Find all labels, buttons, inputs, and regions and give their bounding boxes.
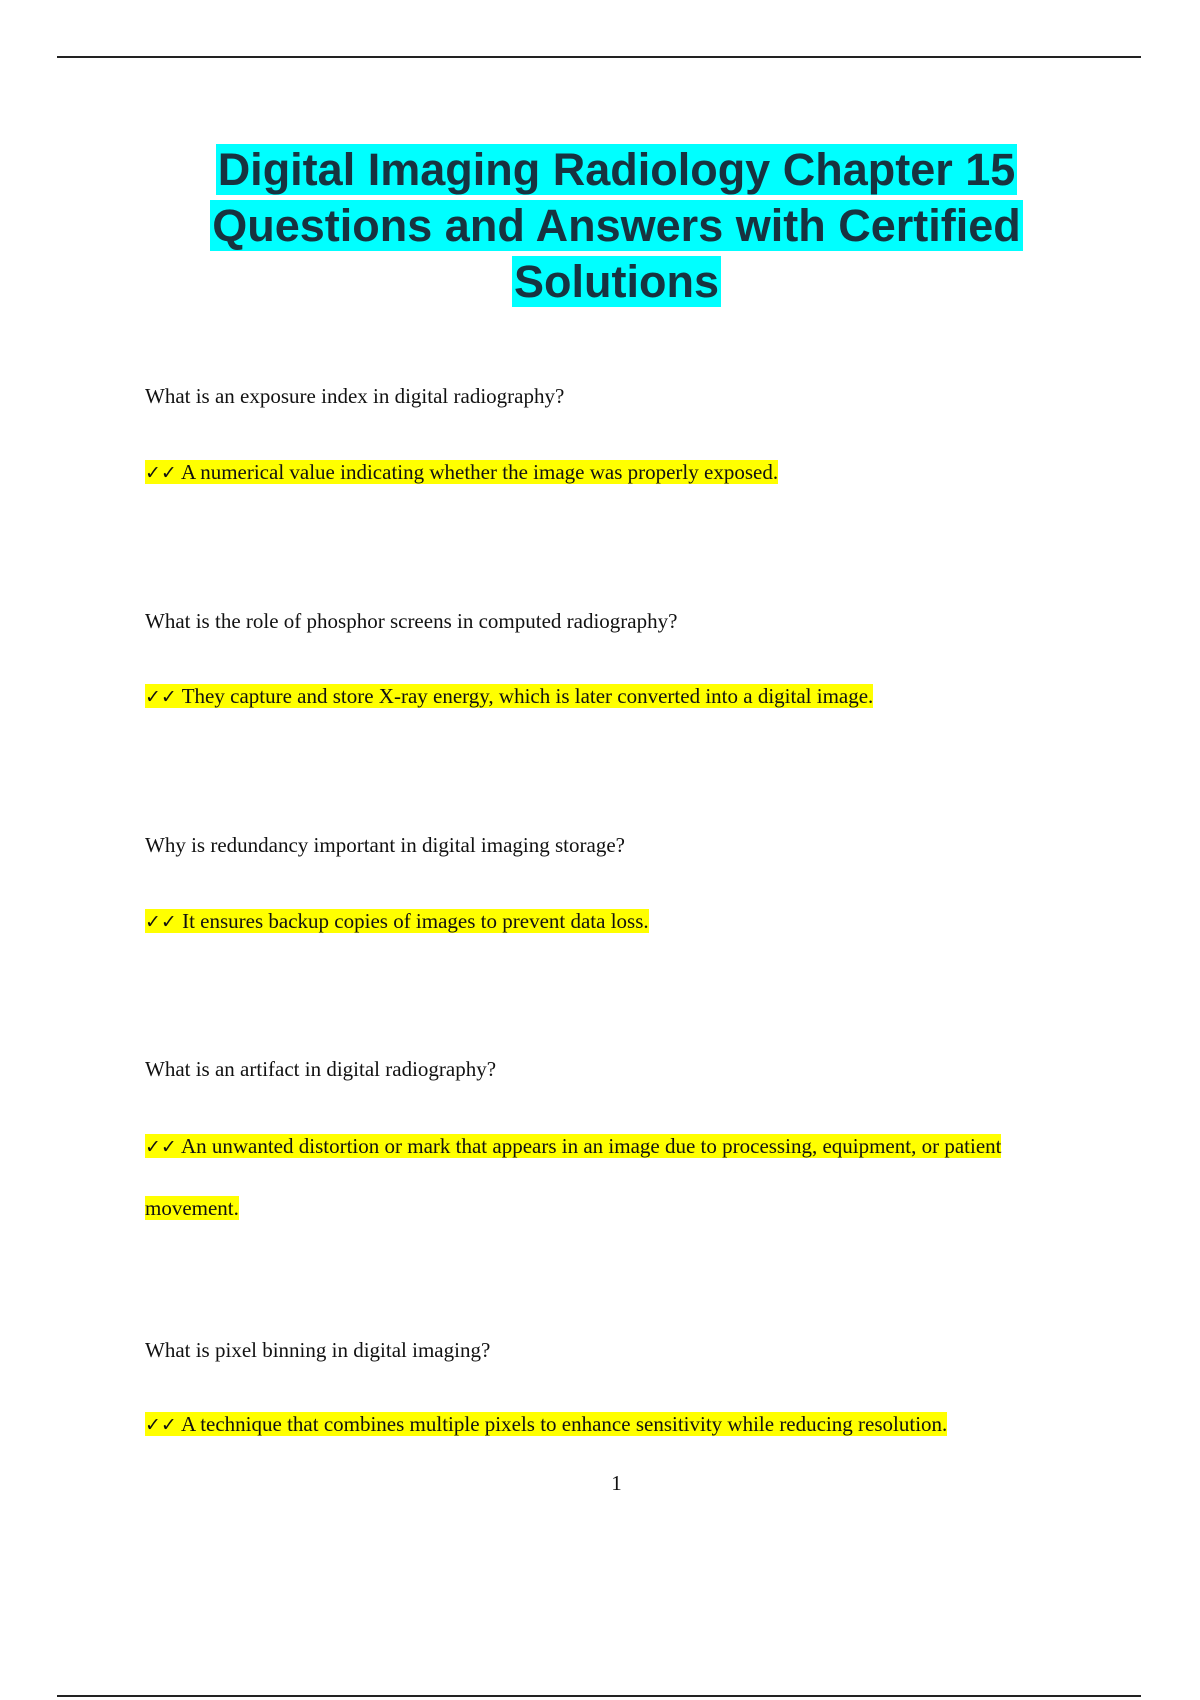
check-icon: ✓✓: [145, 911, 177, 933]
answer-3: [145, 891, 1075, 953]
document-title: [150, 142, 1083, 310]
question-5: What is pixel binning in digital imaging?: [145, 1338, 491, 1362]
question-2: What is the role of phosphor screens in computed radiography?: [145, 609, 678, 633]
check-icon: ✓✓: [145, 462, 177, 484]
answer-2: [145, 666, 1075, 728]
answer-5: [145, 1394, 1105, 1456]
check-icon: ✓✓: [145, 1414, 177, 1436]
check-icon: ✓✓: [145, 1136, 177, 1158]
answer-1: [145, 442, 1075, 504]
answer-text: It ensures backup copies of images to prevent data loss.: [182, 909, 649, 933]
check-icon: ✓✓: [145, 686, 177, 708]
question-3: Why is redundancy important in digital imaging storage?: [145, 833, 625, 857]
answer-text: A numerical value indicating whether the image was properly exposed.: [180, 460, 779, 484]
answer-4: [145, 1116, 1075, 1239]
answer-text: They capture and store X-ray energy, which is later converted into a digital image.: [181, 684, 874, 708]
answer-text: An unwanted distortion or mark that appears in an image due to processing, equipment, or patient movement.: [145, 1134, 1002, 1220]
question-1: What is an exposure index in digital radiography?: [145, 384, 565, 408]
bottom-rule: [57, 1695, 1141, 1697]
question-4: What is an artifact in digital radiography?: [145, 1057, 497, 1081]
title-text: Digital Imaging Radiology Chapter 15 Questions and Answers with Certified Solutions: [212, 144, 1021, 307]
answer-text: A technique that combines multiple pixels to enhance sensitivity while reducing resolution.: [180, 1412, 948, 1436]
page-number: 1: [611, 1471, 622, 1495]
top-rule: [57, 56, 1141, 58]
